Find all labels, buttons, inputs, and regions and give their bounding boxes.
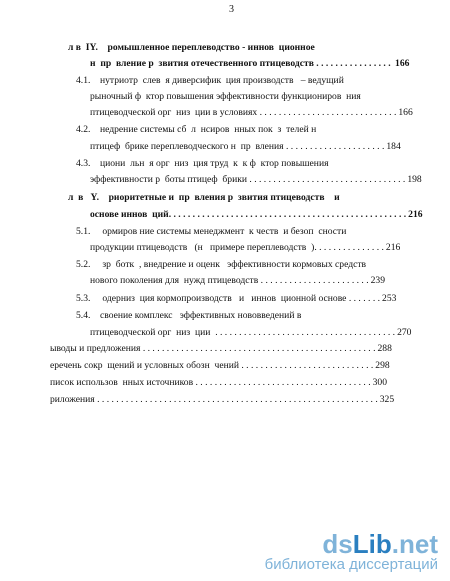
- toc-entry-page: 184: [386, 141, 401, 152]
- toc-entry-title: л в IY. ромышленное переплеводство - иннов ционное: [68, 42, 315, 53]
- toc-entry-title: продукции птицеводств (н примере переплеводств ): [90, 242, 315, 253]
- toc-entry-leader: . . . . . . . . . . . . . . . . . . . . . . . . . . . . . . . . . . . . . .: [210, 327, 396, 338]
- toc-entry-title: рыночный ф ктор повышения эффективности функциониров ния: [90, 91, 361, 102]
- toc-entry-title: 5.1. ормиров ние системы менеджмент к честв и безоп сности: [76, 226, 347, 237]
- toc-entry-leader: . . . . . . . . . . . . . . . . . . . . . . . . . . . . . . . . . . . . . . . . . . . . . . . . .: [140, 343, 376, 354]
- toc-entry-page: 288: [377, 343, 392, 354]
- watermark-logo: [265, 531, 438, 557]
- toc-entry-page: 198: [407, 174, 422, 185]
- toc-entry-leader: . . . . . . . . . . . . . . .: [314, 242, 384, 253]
- toc-entry-title: птицеводческой орг низ ции в условиях: [90, 107, 258, 118]
- page-number: 3: [229, 4, 234, 15]
- toc-entry-page: 216: [408, 209, 423, 220]
- toc-entry: [90, 275, 400, 287]
- toc-entry: [76, 124, 400, 136]
- toc-entry-title: 4.2. недрение системы сб л нсиров нных пок з телей н: [76, 124, 317, 135]
- toc-entry-title: 5.2. зр ботк , внедрение и оценк эффективности кормовых средств: [76, 259, 367, 270]
- toc-entry: [76, 158, 400, 170]
- toc-entry-leader: . . . . . . . . . . . . . . . . . . . . . . . . . . . . . . . . . . . . .: [193, 377, 371, 388]
- toc-entry: [76, 310, 400, 322]
- toc-entry-page: 270: [397, 327, 412, 338]
- toc-entry-title: ыводы и предложения: [50, 343, 141, 354]
- toc-entry-leader: . . . . . . . . . . . . . . . .: [313, 58, 394, 69]
- toc-entry: [50, 394, 400, 406]
- toc-entry-page: 166: [395, 58, 410, 69]
- toc-entry-title: писок использов нных источников: [50, 377, 194, 388]
- toc-entry: [50, 360, 400, 372]
- toc-entry: [90, 58, 410, 70]
- toc-entry-title: 4.3. циони льн я орг низ ция труд к к ф ктор повышения: [76, 158, 329, 169]
- watermark: [265, 531, 438, 573]
- toc-entry-page: 300: [372, 377, 387, 388]
- toc-entry: [50, 343, 400, 355]
- toc-entry: [90, 174, 422, 186]
- toc-entry: [68, 192, 400, 204]
- toc-entry: [90, 141, 400, 153]
- toc-entry-title: нового поколения для нужд птицеводств: [90, 275, 259, 286]
- toc-entry-page: 216: [385, 242, 401, 253]
- toc-entry-page: 325: [379, 394, 395, 405]
- toc-entry-leader: . . . . . . . . . . . . . . . . . . . . . . . . . . . . . . . . . . . . . . . . . . . . . . . . . .: [168, 209, 407, 220]
- toc-entry-leader: . . . . . . . . . . . . . . . . . . . . . . . . . . . . . . . . . . . . . . . . . . . . . . . . . . . . . . . . . . .: [94, 394, 378, 405]
- toc-entry: [90, 242, 400, 254]
- watermark-logo-lib: Lib: [352, 529, 392, 559]
- watermark-subtitle: библиотека диссертаций: [264, 556, 438, 573]
- toc-entry: [76, 226, 400, 238]
- toc-entry-leader: . . . . . . .: [346, 293, 381, 304]
- toc-entry-title: л в Y. риоритетные и пр вления р звития птицеводств и: [68, 192, 340, 203]
- toc-entry-title: птицеводческой орг низ ции: [90, 327, 211, 338]
- watermark-logo-ds: ds: [322, 529, 353, 559]
- toc-entry-title: н пр вление р звития отечественного птицеводств: [90, 58, 314, 69]
- toc-entry-title: 5.4. своение комплекс эффективных нововведений в: [76, 310, 302, 321]
- toc-entry-title: еречень сокр щений и условных обозн чений: [50, 360, 239, 371]
- toc-entry-page: 239: [370, 275, 385, 286]
- toc-entry-page: 298: [375, 360, 390, 371]
- toc-entry-title: птицеф брике переплеводческого н пр вления: [90, 141, 284, 152]
- toc-entry-title: 4.1. нутриотр слев я диверсифик ция производств – ведущий: [76, 75, 344, 86]
- toc-entry-title: риложения: [50, 394, 95, 405]
- toc-entry: [76, 293, 400, 305]
- toc-entry-page: 253: [382, 293, 397, 304]
- toc-entry: [76, 75, 400, 87]
- toc-entry: [68, 42, 400, 54]
- toc-entry-leader: . . . . . . . . . . . . . . . . . . . . . . . . . . . . .: [257, 107, 397, 118]
- toc-entry-leader: . . . . . . . . . . . . . . . . . . . . . . .: [258, 275, 369, 286]
- toc-entry-leader: . . . . . . . . . . . . . . . . . . . . .: [283, 141, 385, 152]
- toc-entry-title: основе иннов ций: [90, 209, 169, 220]
- toc-entry: [90, 91, 400, 103]
- toc-entry: [76, 259, 400, 271]
- toc-entry-leader: . . . . . . . . . . . . . . . . . . . . . . . . . . . . . . . . .: [247, 174, 406, 185]
- toc-entry: [50, 377, 400, 389]
- toc-entry-title: 5.3. одерниз ция кормопроизводств и иннов ционной основе: [76, 293, 347, 304]
- toc-entry-page: 166: [398, 107, 413, 118]
- toc-entry: [90, 327, 412, 339]
- toc-entry-leader: . . . . . . . . . . . . . . . . . . . . . . . . . . . .: [238, 360, 374, 371]
- toc-entry: [90, 107, 413, 119]
- watermark-logo-net: .net: [391, 529, 438, 559]
- toc-entry-title: эффективности р боты птицеф брики: [90, 174, 248, 185]
- toc-entry: [90, 209, 423, 221]
